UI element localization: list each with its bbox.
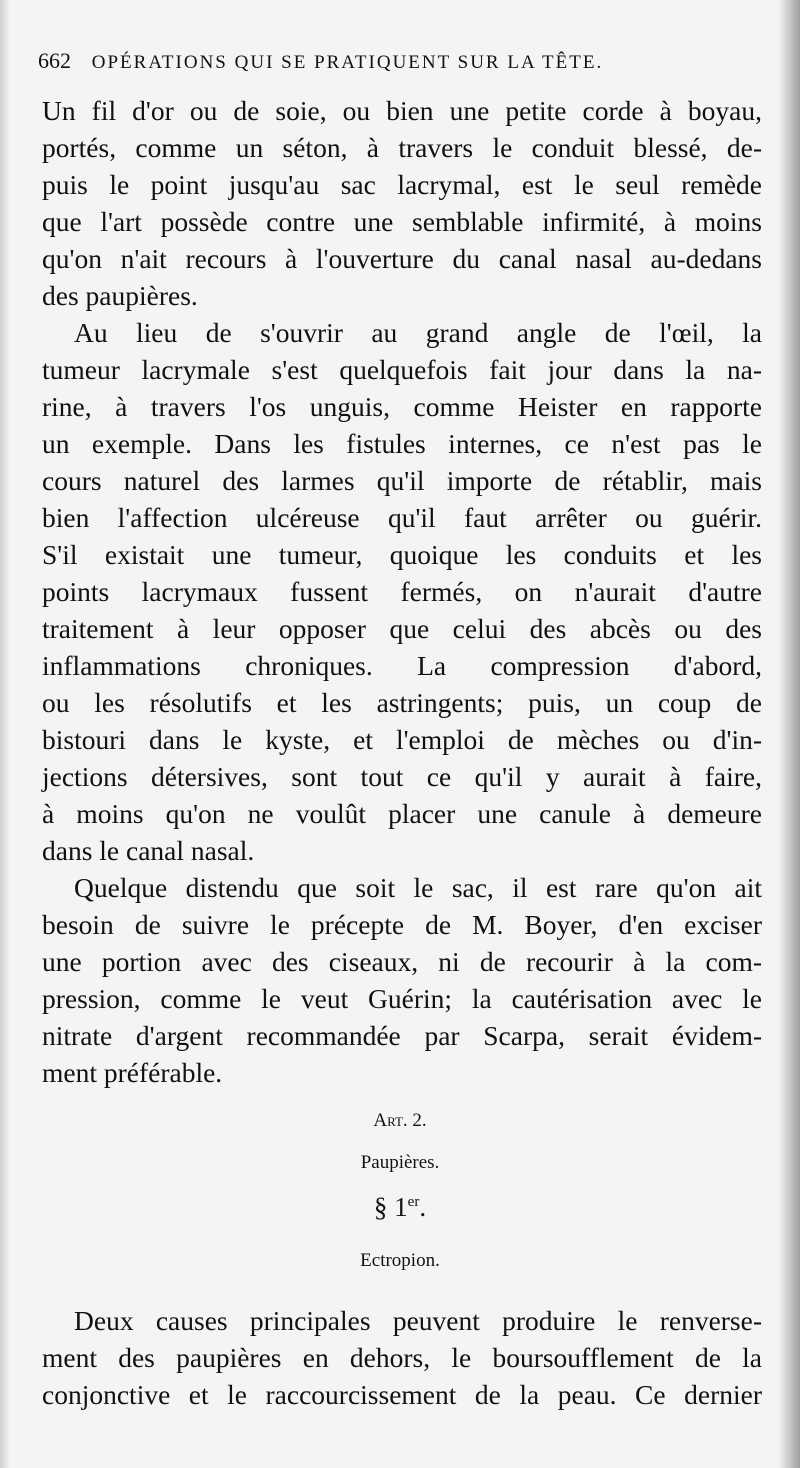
subsection-title: Ectropion. [360,1250,440,1271]
body-text-bottom [42,1302,762,1413]
text-line: ment des paupières en dehors, le boursoufflement de la [42,1342,762,1373]
running-header [38,48,758,74]
page-number: 662 [38,48,71,73]
section-number [0,1192,800,1223]
text-line: cours naturel des larmes qu'il importe de rétablir, mais [42,465,762,496]
text-line: bien l'affection ulcéreuse qu'il faut arrêter ou guérir. [42,502,762,533]
text-line: ou les résolutifs et les astringents; puis, un coup de [42,687,762,718]
text-line: portés, comme un séton, à travers le conduit blessé, de- [42,132,762,163]
text-line: un exemple. Dans les fistules internes, ce n'est pas le [42,428,762,459]
text-line: des paupières. [42,280,198,311]
paragraph [42,314,762,869]
section-symbol: § 1 [373,1192,408,1222]
paragraph [42,92,762,314]
text-line: pression, comme le veut Guérin; la cautérisation avec le [42,983,762,1014]
text-line: inflammations chroniques. La compression d'abord, [42,650,762,681]
paragraph [42,869,762,1091]
text-line: que l'art possède contre une semblable infirmité, à moins [42,206,762,237]
article-label: Art. 2. [373,1110,427,1131]
text-line: besoin de suivre le précepte de M. Boyer, d'en exciser [42,909,762,940]
text-line: puis le point jusqu'au sac lacrymal, est le seul remède [42,169,762,200]
text-line: nitrate d'argent recommandée par Scarpa, serait évidem- [42,1020,762,1051]
text-line: ment préférable. [42,1057,223,1088]
text-line: Au lieu de s'ouvrir au grand angle de l'œil, la [74,317,762,348]
text-line: Deux causes principales peuvent produire le renverse- [74,1305,762,1336]
article-title: Paupières. [360,1152,440,1173]
text-line: jections détersives, sont tout ce qu'il y aurait à faire, [42,761,762,792]
text-line: conjonctive et le raccourcissement de la peau. Ce dernier [42,1379,762,1410]
section-dot: . [419,1192,427,1222]
text-line: bistouri dans le kyste, et l'emploi de mèches ou d'in- [42,724,762,755]
text-line: à moins qu'on ne voulût placer une canule à demeure [42,798,762,829]
text-line: S'il existait une tumeur, quoique les conduits et les [42,539,762,570]
text-line: dans le canal nasal. [42,835,255,866]
page-gutter-shadow [0,0,10,1468]
text-line: rine, à travers l'os unguis, comme Heister en rapporte [42,391,762,422]
text-line: Quelque distendu que soit le sac, il est rare qu'on ait [74,872,762,903]
running-title: OPÉRATIONS QUI SE PRATIQUENT SUR LA TÊTE. [91,52,604,73]
text-line: traitement à leur opposer que celui des abcès ou des [42,613,762,644]
text-line: tumeur lacrymale s'est quelquefois fait jour dans la na- [42,354,762,385]
body-text-top [42,92,762,1091]
paragraph [42,1302,762,1413]
text-line: Un fil d'or ou de soie, ou bien une petite corde à boyau, [42,95,762,126]
text-line: points lacrymaux fussent fermés, on n'aurait d'autre [42,576,762,607]
text-line: une portion avec des ciseaux, ni de recourir à la com- [42,946,762,977]
page-edge-shadow [778,0,800,1468]
section-superscript: er [407,1194,420,1210]
text-line: qu'on n'ait recours à l'ouverture du canal nasal au-dedans [42,243,762,274]
